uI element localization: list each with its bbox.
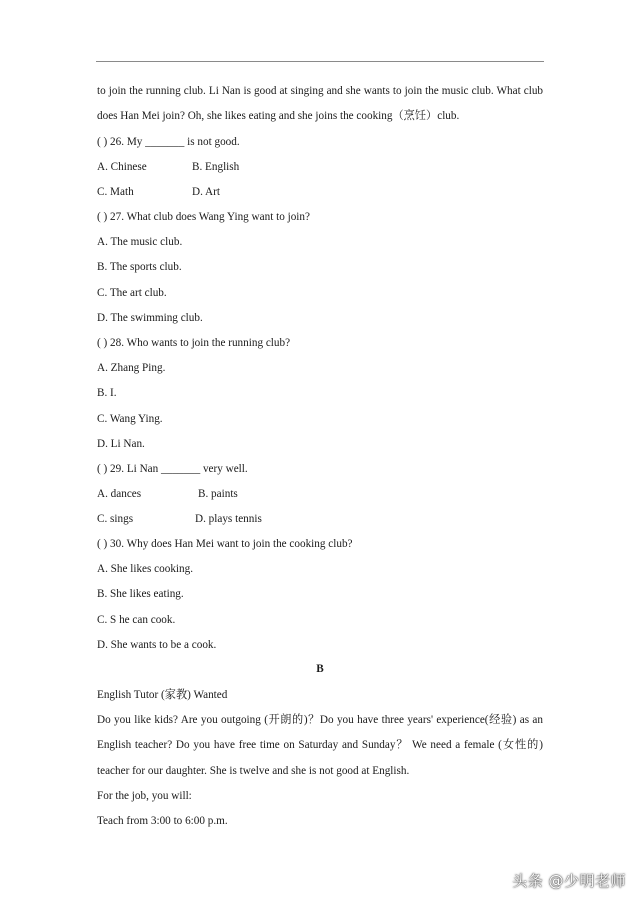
question-27-stem: ( ) 27. What club does Wang Ying want to join? [97, 211, 310, 223]
ad-title: English Tutor (家教) Wanted [97, 689, 228, 701]
option-c: C. Math [97, 186, 134, 198]
question-26-options-row2 [97, 185, 220, 199]
question-29-options-row2 [97, 512, 262, 526]
passage-line: to join the running club. Li Nan is good at singing and she wants to join the music club. What club [97, 85, 543, 97]
job-line: Teach from 3:00 to 6:00 p.m. [97, 815, 228, 827]
option-c: C. S he can cook. [97, 614, 176, 626]
option-d: D. Art [192, 186, 220, 198]
option-b: B. She likes eating. [97, 588, 184, 600]
passage-line: does Han Mei join? Oh, she likes eating and she joins the cooking（烹饪）club. [97, 110, 460, 122]
option-a: A. dances [97, 488, 142, 500]
option-d: D. Li Nan. [97, 438, 145, 450]
option-d: D. The swimming club. [97, 312, 203, 324]
option-c: C. The art club. [97, 287, 167, 299]
option-d: D. plays tennis [195, 513, 262, 525]
option-b: B. I. [97, 387, 117, 399]
option-b: B. English [192, 161, 240, 173]
option-c: C. sings [97, 513, 134, 525]
job-intro: For the job, you will: [97, 790, 192, 802]
option-a: A. Chinese [97, 161, 147, 173]
question-26-options-row1 [97, 160, 239, 174]
option-a: A. She likes cooking. [97, 563, 194, 575]
question-28-stem: ( ) 28. Who wants to join the running club? [97, 337, 291, 349]
option-a: A. Zhang Ping. [97, 362, 166, 374]
question-30-stem: ( ) 30. Why does Han Mei want to join the cooking club? [97, 538, 353, 550]
watermark: 头条 @少明老师 [512, 872, 626, 890]
question-29-stem: ( ) 29. Li Nan _______ very well. [97, 463, 248, 475]
option-b: B. The sports club. [97, 261, 182, 273]
ad-paragraph-line: teacher for our daughter. She is twelve and she is not good at English. [97, 765, 410, 777]
option-b: B. paints [198, 488, 238, 500]
question-29-options-row1 [97, 487, 238, 501]
ad-paragraph-line: English teacher? Do you have free time on Saturday and Sunday？ We need a female (女性的) [97, 739, 543, 751]
header-rule [96, 61, 544, 62]
option-c: C. Wang Ying. [97, 413, 163, 425]
option-d: D. She wants to be a cook. [97, 639, 217, 651]
option-a: A. The music club. [97, 236, 183, 248]
section-heading: B [316, 663, 324, 675]
ad-paragraph-line: Do you like kids? Are you outgoing (开朗的)？Do you have three years' experience(经验) as an [97, 714, 543, 726]
question-26-stem: ( ) 26. My _______ is not good. [97, 136, 240, 148]
